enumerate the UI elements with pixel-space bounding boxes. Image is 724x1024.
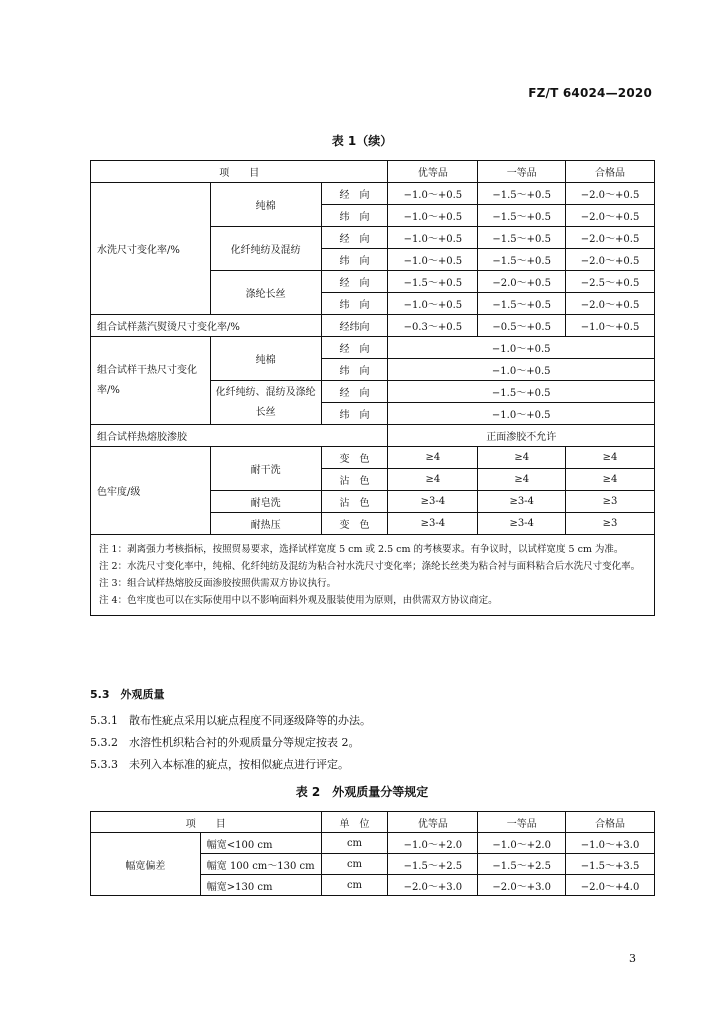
value-cell: −1.5～+2.5 bbox=[478, 854, 566, 875]
dryheat-chem: 化纤纯纺、混纺及涤纶长丝 bbox=[210, 381, 321, 425]
width-deviation-label: 幅宽偏差 bbox=[91, 833, 201, 896]
value-cell: −2.0～+0.5 bbox=[566, 293, 655, 315]
notes-cell bbox=[91, 535, 655, 616]
header-grade-2: 一等品 bbox=[478, 812, 566, 833]
header-grade-1: 优等品 bbox=[388, 812, 478, 833]
value-cell: −1.5～+3.5 bbox=[566, 854, 655, 875]
value-cell: −2.0～+3.0 bbox=[478, 875, 566, 896]
value-cell: ≥3-4 bbox=[478, 491, 566, 513]
wash-chem: 化纤纯纺及混纺 bbox=[210, 227, 321, 271]
section-5-3-2: 5.3.2 水溶性机织粘合衬的外观质量分等规定按表 2。 bbox=[90, 736, 360, 749]
color-change: 变 色 bbox=[321, 513, 388, 535]
unit-cell: cm bbox=[321, 875, 388, 896]
standard-number: FZ/T 64024—2020 bbox=[528, 86, 652, 100]
value-cell: ≥4 bbox=[566, 447, 655, 469]
value-cell: −1.0～+0.5 bbox=[388, 205, 478, 227]
header-grade-3: 合格品 bbox=[566, 812, 655, 833]
section-5-3-heading: 5.3 外观质量 bbox=[90, 688, 165, 701]
table-row bbox=[91, 447, 655, 469]
value-cell: −1.0～+3.0 bbox=[566, 833, 655, 854]
value-cell: −1.5～+0.5 bbox=[478, 249, 566, 271]
table-1 bbox=[90, 160, 655, 616]
direction-weft: 纬 向 bbox=[321, 403, 388, 425]
direction-weft: 纬 向 bbox=[321, 293, 388, 315]
value-cell: ≥4 bbox=[388, 469, 478, 491]
value-cell: −2.0～+0.5 bbox=[566, 205, 655, 227]
header-grade-2: 一等品 bbox=[478, 161, 566, 183]
value-cell: ≥3-4 bbox=[388, 513, 478, 535]
value-cell: −2.0～+3.0 bbox=[388, 875, 478, 896]
table-header-row bbox=[91, 812, 655, 833]
value-cell: −0.5～+0.5 bbox=[478, 315, 566, 337]
value-cell: −1.0～+0.5 bbox=[388, 249, 478, 271]
color-stain: 沾 色 bbox=[321, 469, 388, 491]
dryheat-label: 组合试样干热尺寸变化率/% bbox=[91, 337, 211, 425]
section-5-3-3: 5.3.3 未列入本标准的疵点，按相似疵点进行评定。 bbox=[90, 758, 349, 771]
unit-cell: cm bbox=[321, 854, 388, 875]
value-cell: −2.0～+0.5 bbox=[566, 227, 655, 249]
unit-cell: cm bbox=[321, 833, 388, 854]
direction-warp: 经 向 bbox=[321, 381, 388, 403]
table-2 bbox=[90, 811, 655, 896]
value-cell: −1.0～+2.0 bbox=[478, 833, 566, 854]
steam-label: 组合试样蒸汽熨烫尺寸变化率/% bbox=[91, 315, 322, 337]
direction-weft: 纬 向 bbox=[321, 249, 388, 271]
value-cell: −1.0～+0.5 bbox=[388, 183, 478, 205]
row-name: 幅宽<100 cm bbox=[200, 833, 321, 854]
direction-both: 经纬向 bbox=[321, 315, 388, 337]
value-cell: −2.0～+4.0 bbox=[566, 875, 655, 896]
value-cell: −2.5～+0.5 bbox=[566, 271, 655, 293]
value-cell: −1.5～+0.5 bbox=[478, 205, 566, 227]
direction-warp: 经 向 bbox=[321, 227, 388, 249]
value-cell: −1.5～+2.5 bbox=[388, 854, 478, 875]
value-cell: −1.0～+0.5 bbox=[388, 337, 655, 359]
color-dry: 耐干洗 bbox=[210, 447, 321, 491]
dryheat-cotton: 纯棉 bbox=[210, 337, 321, 381]
value-cell: −1.5～+0.5 bbox=[388, 381, 655, 403]
page-number: 3 bbox=[629, 952, 636, 965]
note-1: 注 1：剥离强力考核指标，按照贸易要求，选择试样宽度 5 cm 或 2.5 cm 的考核要求。有争议时，以试样宽度 5 cm 为准。 bbox=[99, 544, 624, 555]
value-cell: ≥3 bbox=[566, 513, 655, 535]
direction-warp: 经 向 bbox=[321, 337, 388, 359]
value-cell: −2.0～+0.5 bbox=[566, 183, 655, 205]
color-label: 色牢度/级 bbox=[91, 447, 211, 535]
table1-caption: 表 1（续） bbox=[331, 134, 393, 148]
table-row bbox=[91, 315, 655, 337]
value-cell: ≥4 bbox=[478, 447, 566, 469]
value-cell: ≥4 bbox=[388, 447, 478, 469]
table2-caption: 表 2 外观质量分等规定 bbox=[295, 785, 429, 799]
note-4: 注 4：色牢度也可以在实际使用中以不影响面料外观及服装使用为原则，由供需双方协议商定。 bbox=[99, 595, 498, 606]
color-stain: 沾 色 bbox=[321, 491, 388, 513]
value-cell: ≥3-4 bbox=[388, 491, 478, 513]
row-name: 幅宽 100 cm～130 cm bbox=[200, 854, 321, 875]
value-cell: ≥3-4 bbox=[478, 513, 566, 535]
row-name: 幅宽>130 cm bbox=[200, 875, 321, 896]
section-5-3-1: 5.3.1 散布性疵点采用以疵点程度不同逐级降等的办法。 bbox=[90, 714, 371, 727]
value-cell: −2.0～+0.5 bbox=[478, 271, 566, 293]
direction-weft: 纬 向 bbox=[321, 359, 388, 381]
wash-poly: 涤纶长丝 bbox=[210, 271, 321, 315]
color-soap: 耐皂洗 bbox=[210, 491, 321, 513]
value-cell: ≥3 bbox=[566, 491, 655, 513]
value-cell: −1.5～+0.5 bbox=[478, 227, 566, 249]
table-header-row bbox=[91, 161, 655, 183]
direction-warp: 经 向 bbox=[321, 183, 388, 205]
value-cell: −1.0～+0.5 bbox=[388, 227, 478, 249]
color-hot: 耐热压 bbox=[210, 513, 321, 535]
table-row bbox=[91, 337, 655, 359]
value-cell: −1.0～+0.5 bbox=[388, 359, 655, 381]
header-item: 项 目 bbox=[91, 812, 322, 833]
wash-label: 水洗尺寸变化率/% bbox=[91, 183, 211, 315]
value-cell: −1.0～+0.5 bbox=[388, 403, 655, 425]
value-cell: 正面渗胶不允许 bbox=[388, 425, 655, 447]
value-cell: −0.3～+0.5 bbox=[388, 315, 478, 337]
table-row bbox=[91, 183, 655, 205]
value-cell: −2.0～+0.5 bbox=[566, 249, 655, 271]
value-cell: −1.5～+0.5 bbox=[478, 183, 566, 205]
value-cell: −1.0～+0.5 bbox=[566, 315, 655, 337]
header-grade-3: 合格品 bbox=[566, 161, 655, 183]
value-cell: −1.0～+0.5 bbox=[388, 293, 478, 315]
seep-label: 组合试样热熔胶渗胶 bbox=[91, 425, 388, 447]
direction-warp: 经 向 bbox=[321, 271, 388, 293]
color-change: 变 色 bbox=[321, 447, 388, 469]
note-2: 注 2：水洗尺寸变化率中，纯棉、化纤纯纺及混纺为粘合衬水洗尺寸变化率；涤纶长丝类为粘合衬与面料粘合后水洗尺寸变化率。 bbox=[99, 561, 641, 572]
header-grade-1: 优等品 bbox=[388, 161, 478, 183]
notes-row bbox=[91, 535, 655, 616]
value-cell: ≥4 bbox=[478, 469, 566, 491]
table-row bbox=[91, 425, 655, 447]
direction-weft: 纬 向 bbox=[321, 205, 388, 227]
header-unit: 单 位 bbox=[321, 812, 388, 833]
note-3: 注 3：组合试样热熔胶反面渗胶按照供需双方协议执行。 bbox=[99, 578, 337, 589]
wash-cotton: 纯棉 bbox=[210, 183, 321, 227]
value-cell: −1.0～+2.0 bbox=[388, 833, 478, 854]
value-cell: ≥4 bbox=[566, 469, 655, 491]
header-item: 项 目 bbox=[91, 161, 388, 183]
table-row bbox=[91, 833, 655, 854]
value-cell: −1.5～+0.5 bbox=[478, 293, 566, 315]
value-cell: −1.5～+0.5 bbox=[388, 271, 478, 293]
